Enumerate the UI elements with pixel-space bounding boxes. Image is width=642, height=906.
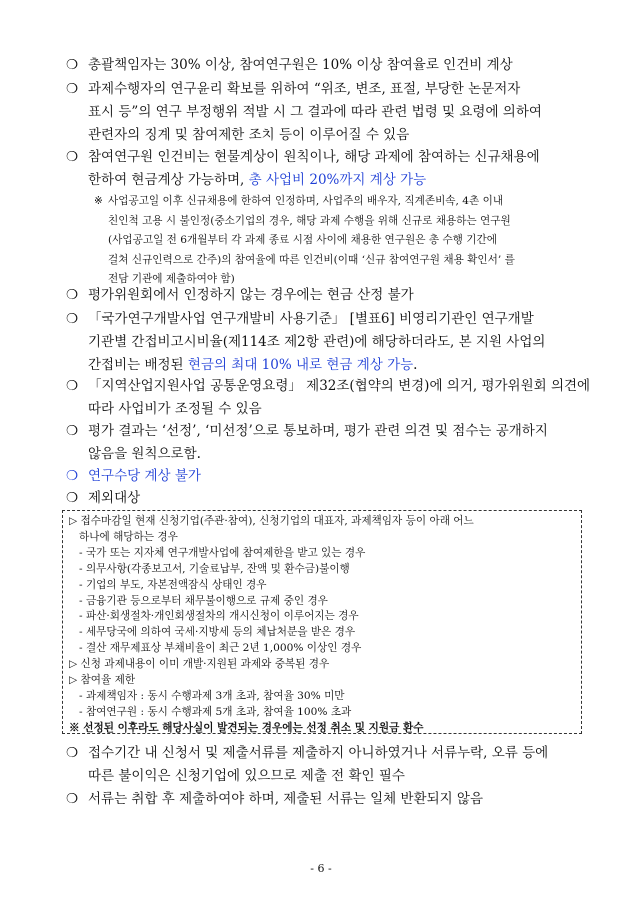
bullet-line: 「지역산업지원사업 공통운영요령」 제32조(협약의 변경)에 의거, 평가위원회 의견에: [88, 378, 591, 394]
bullet-line: 평가위원회에서 인정하지 않는 경우에는 현금 산정 불가: [88, 287, 414, 303]
bullet-line: 관련자의 징계 및 참여제한 조치 등이 이루어질 수 있음: [88, 127, 410, 143]
exclusion-line: - 금융기관 등으로부터 채무불이행으로 규제 중인 경우: [79, 594, 328, 607]
bullet-line: 표시 등”의 연구 부정행위 적발 시 그 결과에 따라 관련 법령 및 요령에 의하여: [88, 104, 542, 120]
exclusion-line: - 세무당국에 의하여 국세·지방세 등의 체납처분을 받은 경우: [79, 626, 356, 639]
bullet-line: 제외대상: [88, 490, 141, 506]
bullet-marker-icon: ❍: [66, 378, 79, 394]
exclusion-box: [62, 510, 582, 734]
note-line: 친인척 고용 시 불인정(중소기업의 경우, 해당 과제 수행을 위해 신규로 채용하는 연구원: [108, 214, 511, 227]
bullet-line: 간접비는 배정된 현금의 최대 10% 내로 현금 계상 가능.: [88, 357, 418, 373]
bullet-line: 과제수행자의 연구윤리 확보를 위하여 “위조, 변조, 표절, 부당한 논문저자: [88, 81, 521, 97]
exclusion-line: ▷ 접수마감일 현재 신청기업(주관·참여), 신청기업의 대표자, 과제책임자 등이 아래 어느: [69, 515, 474, 527]
exclusion-line: - 파산·회생절차·개인회생절차의 개시신청이 이루어지는 경우: [79, 610, 359, 623]
note-line: (사업공고일 전 6개월부터 각 과제 종료 시점 사이에 채용한 연구원은 총 수행 기간에: [108, 234, 497, 246]
exclusion-line: - 의무사항(각종보고서, 기술료납부, 잔액 및 환수금)불이행: [79, 562, 350, 575]
staffing-note: [94, 192, 594, 290]
bullet-marker-icon: ❍: [66, 57, 79, 73]
bullet-line: 따라 사업비가 조정될 수 있음: [88, 401, 262, 417]
bullet-line: 「국가연구개발사업 연구개발비 사용기준」 [별표6] 비영리기관인 연구개발: [88, 311, 534, 327]
bullet-line: 연구수당 계상 불가: [88, 468, 201, 484]
exclusion-line: ▷ 참여율 제한: [69, 674, 136, 687]
bullet-marker-icon: ❍: [66, 311, 79, 327]
bullet-line: 한하여 현금계상 가능하며, 총 사업비 20%까지 계상 가능: [88, 172, 427, 188]
bullet-marker-icon: ❍: [66, 81, 79, 97]
exclusion-line: - 과제책임자 : 동시 수행과제 3개 초과, 참여율 30% 미만: [79, 689, 345, 702]
exclusion-line: ▷ 신청 과제내용이 이미 개발·지원된 과제와 중복된 경우: [69, 658, 330, 671]
exclusion-line: - 기업의 부도, 자본전액잠식 상태인 경우: [79, 578, 267, 591]
bullet-marker-icon: ❍: [66, 490, 79, 506]
page-number: - 6 -: [310, 862, 332, 875]
bullet-marker-icon: ❍: [66, 149, 79, 165]
bullet-line: 않음을 원칙으로함.: [88, 446, 201, 462]
bullet-marker-icon: ❍: [66, 745, 79, 761]
bullet-line: 평가 결과는 ‘선정’, ‘미선정’으로 통보하며, 평가 관련 의견 및 점수는 공개하지: [88, 423, 548, 439]
bullet-line: 기관별 간접비고시비율(제114조 제2항 관련)에 해당하더라도, 본 지원 사업의: [88, 334, 546, 350]
bullet-marker-icon: ❍: [66, 287, 79, 303]
exclusion-line: - 결산 재무제표상 부채비율이 최근 2년 1,000% 이상인 경우: [79, 642, 362, 655]
bullet-marker-icon: ❍: [66, 791, 79, 807]
bullet-line: 따른 불이익은 신청기업에 있으므로 제출 전 확인 필수: [88, 768, 405, 784]
exclusion-line: 하나에 해당하는 경우: [79, 530, 178, 543]
note-marker-icon: ※: [94, 195, 103, 207]
bullet-line: 서류는 취합 후 제출하여야 하며, 제출된 서류는 일체 반환되지 않음: [88, 791, 484, 807]
exclusion-line: ※ 선정된 이후라도 해당사실이 발견되는 경우에는 선정 취소 및 지원금 환수: [69, 721, 424, 734]
note-line: 걸쳐 신규인력으로 간주)의 참여율에 따른 인건비(이때 ‘신규 참여연구원 채용 확인서’ 를: [108, 253, 515, 266]
note-line: 사업공고일 이후 신규채용에 한하여 인정하며, 사업주의 배우자, 직계존비속, 4촌 이내: [108, 195, 504, 207]
bullet-marker-icon: ❍: [66, 468, 79, 484]
exclusion-line: - 국가 또는 지자체 연구개발사업에 참여제한을 받고 있는 경우: [79, 546, 366, 559]
bullet-marker-icon: ❍: [66, 423, 79, 439]
bullet-line: 총괄책임자는 30% 이상, 참여연구원은 10% 이상 참여율로 인건비 계상: [88, 57, 513, 73]
bullet-line: 접수기간 내 신청서 및 제출서류를 제출하지 아니하였거나 서류누락, 오류 등에: [88, 745, 549, 761]
exclusion-line: - 참여연구원 : 동시 수행과제 5개 초과, 참여율 100% 초과: [79, 705, 352, 718]
note-line: 전담 기관에 제출하여야 함): [108, 273, 235, 285]
bullet-line: 참여연구원 인건비는 현물계상이 원칙이나, 해당 과제에 참여하는 신규채용에: [88, 149, 540, 165]
